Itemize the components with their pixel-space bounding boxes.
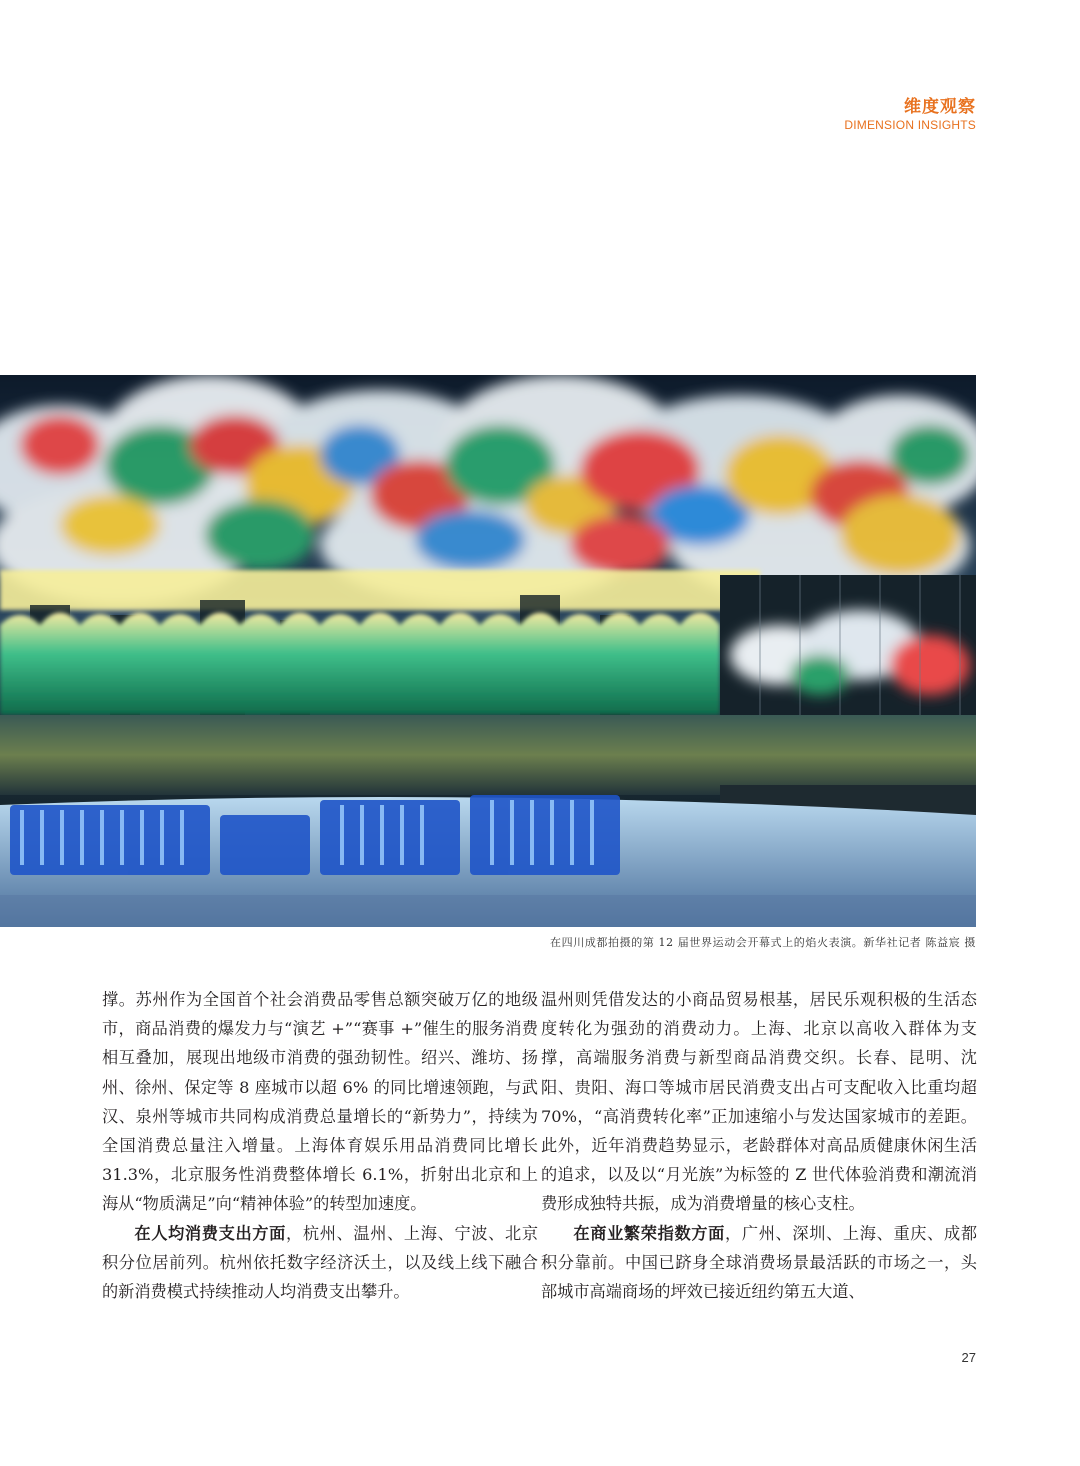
section-title-en: DIMENSION INSIGHTS	[844, 118, 976, 132]
fireworks-photo	[0, 375, 976, 927]
left-paragraph-2-lead: 在人均消费支出方面	[134, 1223, 286, 1243]
section-header	[844, 96, 976, 132]
right-column	[541, 985, 977, 1306]
left-paragraph-2-text: ，杭州、温州、上海、宁波、北京积分位居前列。杭州依托数字经济沃土，以及线上线下融合的新消费模式持续推动人均消费支出攀升。	[102, 1223, 539, 1302]
right-paragraph-1: 温州则凭借发达的小商品贸易根基，居民乐观积极的生活态度转化为强劲的消费动力。上海、北京以高收入群体为支撑，高端服务消费与新型商品消费交织。长春、昆明、沈阳、贵阳、海口等城市居民消费支出占可支配收入比重均超 70%，“高消费转化率”正加速缩小与发达国家城市的差距。此外，近年消费趋势显示，老龄群体对高品质健康休闲生活的追求，以及以“月光族”为标签的 Z 世代体验消费和潮流消费形成独特共振，成为消费增量的核心支柱。	[541, 990, 977, 1214]
left-paragraph-2	[102, 1219, 538, 1307]
page-number: 27	[961, 1350, 976, 1365]
right-paragraph-2	[541, 1219, 977, 1307]
left-paragraph-1: 撑。苏州作为全国首个社会消费品零售总额突破万亿的地级市，商品消费的爆发力与“演艺 +”“赛事 +”催生的服务消费相互叠加，展现出地级市消费的强劲韧性。绍兴、潍坊、扬州、徐州、保定等 8 座城市以超 6% 的同比增速领跑，与武汉、泉州等城市共同构成消费总量增长的“新势力”，持续为全国消费总量注入增量。上海体育娱乐用品消费同比增长 31.3%，北京服务性消费整体增长 6.1%，折射出北京和上海从“物质满足”向“精神体验”的转型加速度。	[102, 990, 538, 1214]
section-title-zh: 维度观察	[904, 97, 976, 117]
photo-caption: 在四川成都拍摄的第 12 届世界运动会开幕式上的焰火表演。新华社记者 陈益宸 摄	[550, 936, 976, 949]
left-column	[102, 985, 538, 1306]
right-paragraph-2-text: ，广州、深圳、上海、重庆、成都积分靠前。中国已跻身全球消费场景最活跃的市场之一，头部城市高端商场的坪效已接近纽约第五大道、	[541, 1223, 978, 1302]
right-paragraph-2-lead: 在商业繁荣指数方面	[573, 1223, 725, 1243]
